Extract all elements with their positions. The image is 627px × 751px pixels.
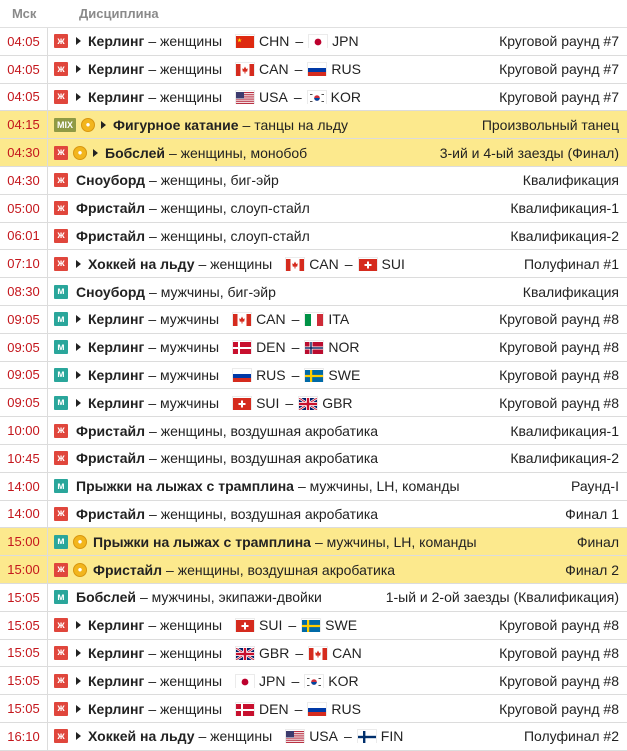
- event-time: 15:05: [0, 695, 48, 722]
- discipline-cell: [48, 228, 627, 244]
- event-detail: – женщины: [198, 728, 273, 745]
- expand-arrow-icon[interactable]: [76, 732, 81, 740]
- gender-badge: ж: [54, 646, 68, 660]
- table-row[interactable]: [0, 139, 627, 167]
- team-code: KOR: [330, 88, 361, 105]
- event-detail: – мужчины, LH, команды: [314, 533, 477, 550]
- discipline-cell: [48, 339, 627, 355]
- team-code: USA: [259, 88, 288, 105]
- discipline-column-header: Дисциплина: [79, 6, 159, 21]
- event-time: 07:10: [0, 250, 48, 277]
- event-time: 15:00: [0, 528, 48, 555]
- team-code: USA: [309, 728, 338, 745]
- time-column-header: Мск: [12, 6, 37, 21]
- event-detail: – женщины, воздушная акробатика: [149, 422, 379, 439]
- table-row[interactable]: [0, 362, 627, 390]
- discipline-cell: [48, 33, 627, 49]
- match-teams: [236, 33, 365, 49]
- sport-name[interactable]: Фристайл: [76, 450, 146, 467]
- sport-name[interactable]: Хоккей на льду: [88, 728, 195, 745]
- gender-badge: ж: [54, 451, 68, 465]
- versus-dash: –: [294, 700, 303, 717]
- event-detail: – женщины: [148, 88, 223, 105]
- sport-name[interactable]: Фигурное катание: [113, 116, 239, 133]
- flag-icon-gb: [299, 397, 317, 409]
- expand-arrow-icon[interactable]: [76, 315, 81, 323]
- event-stage: Круговой раунд #8: [499, 366, 619, 383]
- discipline-cell: [48, 395, 627, 411]
- match-teams: [236, 89, 367, 105]
- flag-icon-cn: [236, 35, 254, 47]
- versus-dash: –: [295, 33, 304, 50]
- discipline-cell: [48, 506, 627, 522]
- flag-icon-gb: [236, 647, 254, 659]
- event-stage: Круговой раунд #8: [499, 672, 619, 689]
- versus-dash: –: [291, 366, 300, 383]
- event-detail: – женщины: [148, 700, 223, 717]
- table-row[interactable]: [0, 28, 627, 56]
- sport-name[interactable]: Сноуборд: [76, 283, 146, 300]
- team-code: CHN: [259, 33, 290, 50]
- event-detail: – мужчины, экипажи-двойки: [139, 589, 322, 606]
- event-stage: Финал 1: [565, 505, 619, 522]
- event-stage: Круговой раунд #8: [499, 339, 619, 356]
- team-code: SUI: [259, 617, 283, 634]
- match-teams: [233, 395, 358, 411]
- match-teams: [236, 673, 365, 689]
- gender-badge: м: [54, 479, 68, 493]
- expand-arrow-icon[interactable]: [76, 621, 81, 629]
- event-stage: Квалификация-1: [510, 422, 619, 439]
- table-row[interactable]: [0, 445, 627, 473]
- event-detail: – женщины: [148, 61, 223, 78]
- versus-dash: –: [293, 88, 302, 105]
- discipline-cell: [48, 311, 627, 327]
- table-row[interactable]: [0, 417, 627, 445]
- versus-dash: –: [285, 394, 294, 411]
- flag-icon-se: [305, 369, 323, 381]
- gender-badge: ж: [54, 90, 68, 104]
- discipline-cell: [48, 589, 627, 605]
- table-row[interactable]: [0, 389, 627, 417]
- event-stage: Полуфинал #2: [523, 728, 619, 745]
- team-code: JPN: [259, 672, 286, 689]
- flag-icon-ru: [308, 63, 326, 75]
- event-stage: Круговой раунд #8: [499, 700, 619, 717]
- versus-dash: –: [291, 339, 300, 356]
- sport-name[interactable]: Керлинг: [88, 366, 145, 383]
- sport-name[interactable]: Керлинг: [88, 672, 145, 689]
- team-code: SUI: [256, 394, 280, 411]
- discipline-cell: [48, 89, 627, 105]
- match-teams: [286, 256, 411, 272]
- event-detail: – мужчины: [148, 394, 220, 411]
- table-row[interactable]: [0, 612, 627, 640]
- table-row[interactable]: [0, 584, 627, 612]
- expand-arrow-icon[interactable]: [76, 677, 81, 685]
- expand-arrow-icon[interactable]: [76, 399, 81, 407]
- sport-name[interactable]: Керлинг: [88, 311, 145, 328]
- discipline-cell: [48, 701, 627, 717]
- sport-name[interactable]: Керлинг: [88, 339, 145, 356]
- event-stage: Квалификация-2: [510, 227, 619, 244]
- event-time: 15:05: [0, 640, 48, 667]
- discipline-cell: [48, 617, 627, 633]
- team-code: SUI: [381, 255, 405, 272]
- gender-badge: ж: [54, 257, 68, 271]
- event-stage: Круговой раунд #7: [499, 88, 619, 105]
- team-code: RUS: [331, 61, 361, 78]
- event-time: 05:00: [0, 195, 48, 222]
- sport-name[interactable]: Фристайл: [76, 422, 146, 439]
- schedule-table: [0, 28, 627, 751]
- flag-icon-ca: [309, 647, 327, 659]
- event-time: 15:05: [0, 612, 48, 639]
- match-teams: [236, 645, 368, 661]
- table-row[interactable]: [0, 250, 627, 278]
- discipline-cell: [48, 562, 627, 578]
- gender-badge: ж: [54, 62, 68, 76]
- match-teams: [236, 61, 367, 77]
- event-stage: Квалификация: [522, 172, 619, 189]
- gender-badge: ж: [54, 507, 68, 521]
- expand-arrow-icon[interactable]: [93, 149, 98, 157]
- event-detail: – мужчины: [148, 339, 220, 356]
- match-teams: [233, 311, 355, 327]
- flag-icon-us: [286, 730, 304, 742]
- team-code: RUS: [256, 366, 286, 383]
- expand-arrow-icon[interactable]: [76, 260, 81, 268]
- gender-badge: м: [54, 535, 68, 549]
- team-code: SWE: [325, 617, 358, 634]
- event-stage: Круговой раунд #7: [499, 33, 619, 50]
- gender-badge: ж: [54, 173, 68, 187]
- event-time: 15:00: [0, 556, 48, 583]
- gender-badge: ж: [54, 702, 68, 716]
- expand-arrow-icon[interactable]: [76, 93, 81, 101]
- flag-icon-it: [305, 313, 323, 325]
- table-row[interactable]: [0, 278, 627, 306]
- team-code: DEN: [256, 339, 286, 356]
- flag-icon-kr: [305, 675, 323, 687]
- gender-badge: ж: [54, 229, 68, 243]
- team-code: GBR: [322, 394, 353, 411]
- sport-name[interactable]: Сноуборд: [76, 172, 146, 189]
- event-time: 09:05: [0, 389, 48, 416]
- versus-dash: –: [344, 255, 353, 272]
- medal-icon: ●: [81, 118, 95, 132]
- flag-icon-se: [302, 619, 320, 631]
- match-teams: [233, 367, 366, 383]
- event-time: 08:30: [0, 278, 48, 305]
- event-time: 04:30: [0, 139, 48, 166]
- discipline-cell: [48, 450, 627, 466]
- event-detail: – женщины: [148, 644, 223, 661]
- event-detail: – танцы на льду: [242, 116, 348, 133]
- event-stage: Квалификация-1: [510, 200, 619, 217]
- event-stage: 3-ий и 4-ый заезды (Финал): [439, 144, 619, 161]
- discipline-cell: [48, 645, 627, 661]
- event-detail: – женщины, слоуп-стайл: [149, 200, 310, 217]
- flag-icon-jp: [236, 675, 254, 687]
- event-stage: Круговой раунд #8: [499, 617, 619, 634]
- discipline-cell: [48, 61, 627, 77]
- table-row[interactable]: [0, 640, 627, 668]
- table-row[interactable]: [0, 528, 627, 556]
- table-row[interactable]: [0, 334, 627, 362]
- sport-name[interactable]: Прыжки на лыжах с трамплина: [93, 533, 311, 550]
- team-code: CAN: [332, 644, 362, 661]
- team-code: KOR: [328, 672, 359, 689]
- versus-dash: –: [295, 644, 304, 661]
- table-row[interactable]: [0, 56, 627, 84]
- sport-name[interactable]: Фристайл: [76, 505, 146, 522]
- sport-name[interactable]: Фристайл: [76, 227, 146, 244]
- discipline-cell: [48, 117, 627, 133]
- event-detail: – женщины, биг-эйр: [149, 172, 279, 189]
- sport-name[interactable]: Керлинг: [88, 644, 145, 661]
- gender-badge: м: [54, 368, 68, 382]
- event-stage: Квалификация-2: [510, 450, 619, 467]
- event-time: 09:05: [0, 362, 48, 389]
- event-detail: – женщины, воздушная акробатика: [166, 561, 396, 578]
- flag-icon-dk: [236, 703, 254, 715]
- event-time: 15:05: [0, 667, 48, 694]
- gender-badge: ж: [54, 674, 68, 688]
- gender-badge: м: [54, 590, 68, 604]
- expand-arrow-icon[interactable]: [76, 65, 81, 73]
- event-detail: – женщины, слоуп-стайл: [149, 227, 310, 244]
- team-code: DEN: [259, 700, 289, 717]
- team-code: RUS: [331, 700, 361, 717]
- event-detail: – женщины, воздушная акробатика: [149, 450, 379, 467]
- table-row[interactable]: [0, 111, 627, 139]
- gender-badge: MIX: [54, 118, 76, 132]
- flag-icon-ru: [233, 369, 251, 381]
- versus-dash: –: [291, 311, 300, 328]
- team-code: ITA: [328, 311, 350, 328]
- table-row[interactable]: [0, 195, 627, 223]
- event-time: 04:15: [0, 111, 48, 138]
- event-time: 09:05: [0, 334, 48, 361]
- discipline-cell: [48, 367, 627, 383]
- sport-name[interactable]: Прыжки на лыжах с трамплина: [76, 478, 294, 495]
- sport-name[interactable]: Керлинг: [88, 61, 145, 78]
- sport-name[interactable]: Керлинг: [88, 88, 145, 105]
- gender-badge: м: [54, 340, 68, 354]
- discipline-cell: [48, 534, 627, 550]
- gender-badge: м: [54, 396, 68, 410]
- event-stage: 1-ый и 2-ой заезды (Квалификация): [385, 589, 619, 606]
- event-time: 04:05: [0, 84, 48, 111]
- event-time: 16:10: [0, 723, 48, 750]
- event-detail: – мужчины, LH, команды: [297, 478, 460, 495]
- discipline-cell: [48, 284, 627, 300]
- event-detail: – женщины, воздушная акробатика: [149, 505, 379, 522]
- event-detail: – женщины: [148, 672, 223, 689]
- event-detail: – женщины: [148, 33, 223, 50]
- event-time: 10:45: [0, 445, 48, 472]
- gender-badge: ж: [54, 146, 68, 160]
- sport-name[interactable]: Керлинг: [88, 617, 145, 634]
- team-code: NOR: [328, 339, 360, 356]
- event-time: 06:01: [0, 223, 48, 250]
- discipline-cell: [48, 145, 627, 161]
- team-code: CAN: [259, 61, 289, 78]
- team-code: JPN: [332, 33, 359, 50]
- medal-icon: ●: [73, 535, 87, 549]
- team-code: SWE: [328, 366, 361, 383]
- event-time: 04:05: [0, 56, 48, 83]
- versus-dash: –: [294, 61, 303, 78]
- flag-icon-ch: [236, 619, 254, 631]
- match-teams: [236, 701, 367, 717]
- table-header: [0, 0, 627, 28]
- event-detail: – мужчины: [148, 311, 220, 328]
- flag-icon-fi: [358, 730, 376, 742]
- table-row[interactable]: [0, 556, 627, 584]
- versus-dash: –: [343, 728, 352, 745]
- gender-badge: ж: [54, 563, 68, 577]
- table-row[interactable]: [0, 473, 627, 501]
- sport-name[interactable]: Керлинг: [88, 33, 145, 50]
- table-row[interactable]: [0, 167, 627, 195]
- gender-badge: м: [54, 312, 68, 326]
- table-row[interactable]: [0, 695, 627, 723]
- table-row[interactable]: [0, 84, 627, 112]
- event-stage: Круговой раунд #8: [499, 311, 619, 328]
- event-stage: Полуфинал #1: [523, 255, 619, 272]
- flag-icon-ca: [233, 313, 251, 325]
- discipline-cell: [48, 728, 627, 744]
- flag-icon-jp: [309, 35, 327, 47]
- flag-icon-ca: [236, 63, 254, 75]
- flag-icon-ch: [359, 258, 377, 270]
- flag-icon-ru: [308, 703, 326, 715]
- event-time: 15:05: [0, 584, 48, 611]
- sport-name[interactable]: Фристайл: [93, 561, 163, 578]
- match-teams: [236, 617, 363, 633]
- team-code: CAN: [309, 255, 339, 272]
- event-detail: – женщины: [148, 617, 223, 634]
- medal-icon: ●: [73, 563, 87, 577]
- event-time: 14:00: [0, 473, 48, 500]
- sport-name[interactable]: Хоккей на льду: [88, 255, 195, 272]
- expand-arrow-icon[interactable]: [76, 371, 81, 379]
- event-time: 04:30: [0, 167, 48, 194]
- expand-arrow-icon[interactable]: [76, 649, 81, 657]
- flag-icon-no: [305, 341, 323, 353]
- table-row[interactable]: [0, 501, 627, 529]
- discipline-cell: [48, 423, 627, 439]
- expand-arrow-icon[interactable]: [101, 121, 106, 129]
- sport-name[interactable]: Керлинг: [88, 394, 145, 411]
- discipline-cell: [48, 200, 627, 216]
- gender-badge: ж: [54, 729, 68, 743]
- expand-arrow-icon[interactable]: [76, 37, 81, 45]
- event-stage: Раунд-I: [571, 478, 619, 495]
- gender-badge: ж: [54, 424, 68, 438]
- event-stage: Круговой раунд #7: [499, 61, 619, 78]
- discipline-cell: [48, 673, 627, 689]
- table-row[interactable]: [0, 667, 627, 695]
- versus-dash: –: [291, 672, 300, 689]
- event-time: 09:05: [0, 306, 48, 333]
- sport-name[interactable]: Бобслей: [76, 589, 136, 606]
- flag-icon-kr: [308, 91, 326, 103]
- sport-name[interactable]: Керлинг: [88, 700, 145, 717]
- sport-name[interactable]: Бобслей: [105, 144, 165, 161]
- medal-icon: ●: [73, 146, 87, 160]
- gender-badge: м: [54, 285, 68, 299]
- event-time: 04:05: [0, 28, 48, 55]
- gender-badge: ж: [54, 34, 68, 48]
- flag-icon-ca: [286, 258, 304, 270]
- team-code: FIN: [380, 728, 404, 745]
- expand-arrow-icon[interactable]: [76, 705, 81, 713]
- event-stage: Квалификация: [522, 283, 619, 300]
- match-teams: [233, 339, 365, 355]
- event-stage: Финал: [576, 533, 619, 550]
- event-detail: – женщины, монобоб: [168, 144, 308, 161]
- flag-icon-dk: [233, 341, 251, 353]
- flag-icon-ch: [233, 397, 251, 409]
- discipline-cell: [48, 172, 627, 188]
- team-code: CAN: [256, 311, 286, 328]
- event-stage: Круговой раунд #8: [499, 644, 619, 661]
- discipline-cell: [48, 478, 627, 494]
- gender-badge: ж: [54, 618, 68, 632]
- event-detail: – мужчины, биг-эйр: [149, 283, 276, 300]
- team-code: GBR: [259, 644, 290, 661]
- flag-icon-us: [236, 91, 254, 103]
- versus-dash: –: [288, 617, 297, 634]
- match-teams: [286, 728, 409, 744]
- sport-name[interactable]: Фристайл: [76, 200, 146, 217]
- expand-arrow-icon[interactable]: [76, 343, 81, 351]
- table-row[interactable]: [0, 306, 627, 334]
- event-stage: Финал 2: [565, 561, 619, 578]
- event-detail: – мужчины: [148, 366, 220, 383]
- gender-badge: ж: [54, 201, 68, 215]
- event-detail: – женщины: [198, 255, 273, 272]
- event-time: 14:00: [0, 501, 48, 528]
- event-time: 10:00: [0, 417, 48, 444]
- table-row[interactable]: [0, 223, 627, 251]
- event-stage: Произвольный танец: [481, 116, 619, 133]
- discipline-cell: [48, 256, 627, 272]
- event-stage: Круговой раунд #8: [499, 394, 619, 411]
